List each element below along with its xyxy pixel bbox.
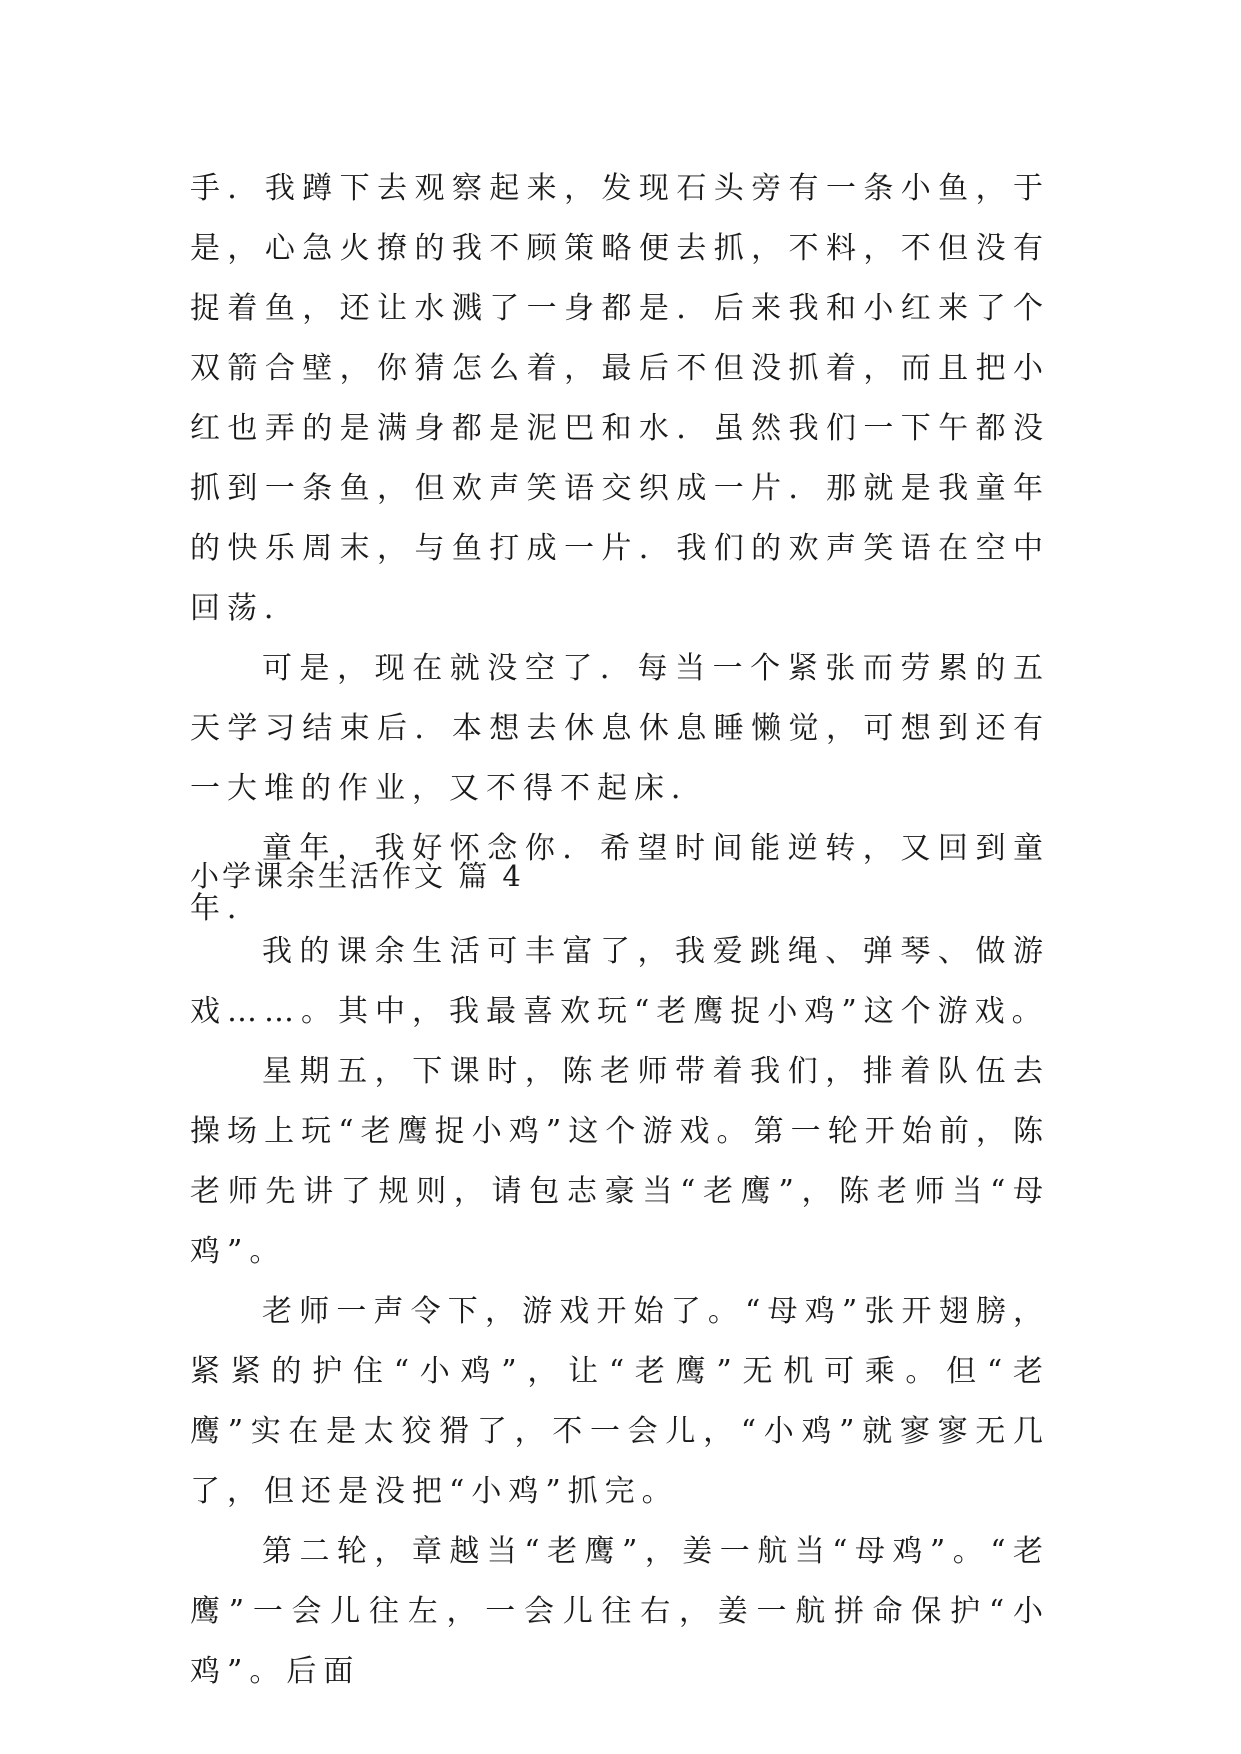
paragraph: 童年，我好怀念你．希望时间能逆转，又回到童年．: [190, 831, 1050, 926]
paragraph: 老师一声令下，游戏开始了。“母鸡”张开翅膀，紧紧的护住“小鸡”，让“老鹰”无机可乘。但“老鹰”实在是太狡猾了，不一会儿，“小鸡”就寥寥无几了，但还是没把“小鸡”抓完。: [190, 1294, 1050, 1509]
essay-text-top: [190, 159, 1050, 939]
paragraph: 手．我蹲下去观察起来，发现石头旁有一条小鱼，于是，心急火撩的我不顾策略便去抓，不料，不但没有捉着鱼，还让水溅了一身都是．后来我和小红来了个双箭合壁，你猜怎么着，最后不但没抓着，而且把小红也弄的是满身都是泥巴和水．虽然我们一下午都没抓到一条鱼，但欢声笑语交织成一片．那就是我童年的快乐周末，与鱼打成一片．我们的欢声笑语在空中回荡．: [190, 171, 1050, 626]
paragraph: 星期五，下课时，陈老师带着我们，排着队伍去操场上玩“老鹰捉小鸡”这个游戏。第一轮开始前，陈老师先讲了规则，请包志豪当“老鹰”，陈老师当“母鸡”。: [190, 1054, 1050, 1269]
section-heading: 小学课余生活作文 篇 4: [190, 859, 524, 893]
paragraph: 我的课余生活可丰富了，我爱跳绳、弹琴、做游戏……。其中，我最喜欢玩“老鹰捉小鸡”这个游戏。: [190, 934, 1050, 1029]
paragraph: 可是，现在就没空了．每当一个紧张而劳累的五天学习结束后．本想去休息休息睡懒觉，可想到还有一大堆的作业，又不得不起床．: [190, 651, 1050, 806]
paragraph: 第二轮，章越当“老鹰”，姜一航当“母鸡”。“老鹰”一会儿往左，一会儿往右，姜一航拼命保护“小鸡”。后面: [190, 1534, 1050, 1689]
essay-text-bottom: [190, 922, 1050, 1702]
